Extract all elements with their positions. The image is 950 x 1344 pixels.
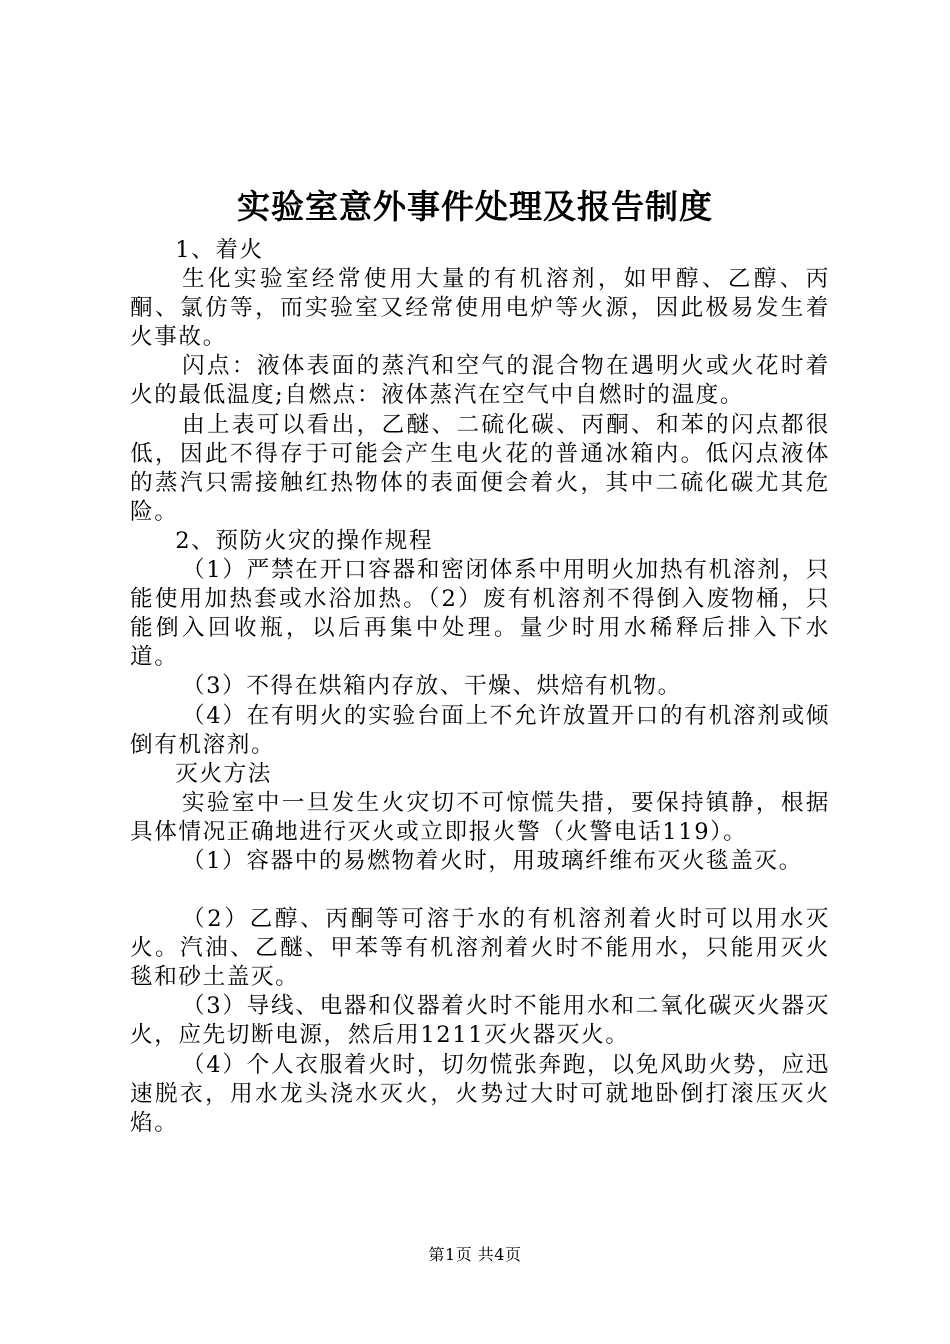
paragraph: 生化实验室经常使用大量的有机溶剂，如甲醇、乙醇、丙酮、氯仿等，而实验室又经常使用电炉等火源，因此极易发生着火事故。 <box>130 266 830 351</box>
paragraph: （3）导线、电器和仪器着火时不能用水和二氧化碳灭火器灭火，应先切断电源，然后用1211灭火器灭火。 <box>130 993 830 1049</box>
paragraph: （1）严禁在开口容器和密闭体系中用明火加热有机溶剂，只能使用加热套或水浴加热。（2）废有机溶剂不得倒入废物桶，只能倒入回收瓶，以后再集中处理。量少时用水稀释后排入下水道。 <box>130 557 830 671</box>
paragraph: 实验室中一旦发生火灾切不可惊慌失措，要保持镇静，根据具体情况正确地进行灭火或立即报火警（火警电话119）。 <box>130 789 830 845</box>
page-footer: 第1页 共4页 <box>428 1245 522 1264</box>
section-heading-extinguish: 灭火方法 <box>175 760 272 787</box>
paragraph: （2）乙醇、丙酮等可溶于水的有机溶剂着火时可以用水灭火。汽油、乙醚、甲苯等有机溶剂着火时不能用水，只能用灭火毯和砂土盖灭。 <box>130 906 830 991</box>
document-body <box>130 236 830 1138</box>
paragraph: （3）不得在烘箱内存放、干燥、烘焙有机物。 <box>181 673 682 700</box>
paragraph: （4）在有明火的实验台面上不允许放置开口的有机溶剂或倾倒有机溶剂。 <box>130 702 830 758</box>
section-heading-prevention: 2、预防火灾的操作规程 <box>175 527 434 554</box>
paragraph: （1）容器中的易燃物着火时，用玻璃纤维布灭火毯盖灭。 <box>181 847 803 874</box>
section-heading-fire: 1、着火 <box>175 237 264 263</box>
paragraph: 由上表可以看出，乙醚、二硫化碳、丙酮、和苯的闪点都很低，因此不得存于可能会产生电火花的普通冰箱内。低闪点液体的蒸汽只需接触红热物体的表面便会着火，其中二硫化碳尤其危险。 <box>130 411 830 525</box>
paragraph: 闪点：液体表面的蒸汽和空气的混合物在遇明火或火花时着火的最低温度;自燃点：液体蒸汽在空气中自燃时的温度。 <box>130 353 830 409</box>
document-title: 实验室意外事件处理及报告制度 <box>237 187 713 226</box>
paragraph: （4）个人衣服着火时，切勿慌张奔跑，以免风助火势，应迅速脱衣，用水龙头浇水灭火，火势过大时可就地卧倒打滚压灭火焰。 <box>130 1051 830 1136</box>
